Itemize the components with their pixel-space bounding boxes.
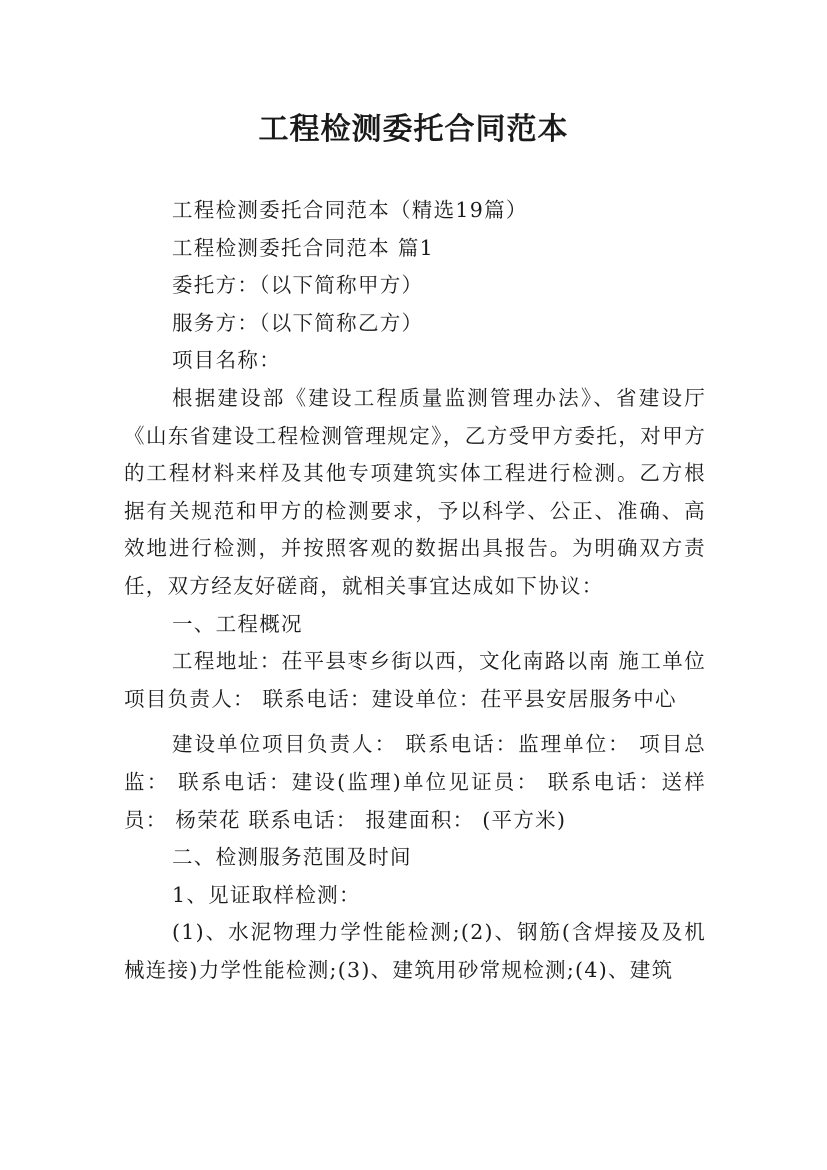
paragraph-subtitle: 工程检测委托合同范本（精选19篇） (172, 198, 528, 222)
paragraph-project-address: 工程地址：茌平县枣乡街以西，文化南路以南 施工单位项目负责人： 联系电话：建设单位：茌平县安居服务中心 (124, 649, 706, 711)
paragraph-project-name: 项目名称： (172, 348, 281, 373)
paragraph-section-heading: 工程检测委托合同范本 篇1 (172, 235, 434, 260)
paragraph-heading-overview: 一、工程概况 (172, 611, 303, 636)
paragraph-witness-sampling: 1、见证取样检测： (172, 882, 361, 907)
document-title: 工程检测委托合同范本 (258, 112, 569, 147)
paragraph-client: 委托方：（以下简称甲方） (172, 273, 424, 298)
document-body (124, 192, 706, 989)
paragraph-preamble: 根据建设部《建设工程质量监测管理办法》、省建设厅《山东省建设工程检测管理规定》，乙方受甲方委托，对甲方的工程材料来样及其他专项建筑实体工程进行检测。乙方根据有关规范和甲方的检测要求，予以科学、公正、准确、高效地进行检测，并按照客观的数据出具报告。为明确双方责任，双方经友好磋商，就相关事宜达成如下协议： (124, 385, 706, 598)
paragraph-provider: 服务方：（以下简称乙方） (172, 310, 424, 335)
paragraph-heading-scope: 二、检测服务范围及时间 (172, 845, 412, 870)
paragraph-contacts: 建设单位项目负责人： 联系电话：监理单位： 项目总监： 联系电话：建设(监理)单位见证员： 联系电话：送样员： 杨荣花 联系电话： 报建面积： (平方米) (124, 732, 706, 832)
paragraph-test-items: (1)、水泥物理力学性能检测;(2)、钢筋(含焊接及及机械连接)力学性能检测;(3)、建筑用砂常规检测;(4)、建筑 (124, 920, 706, 982)
